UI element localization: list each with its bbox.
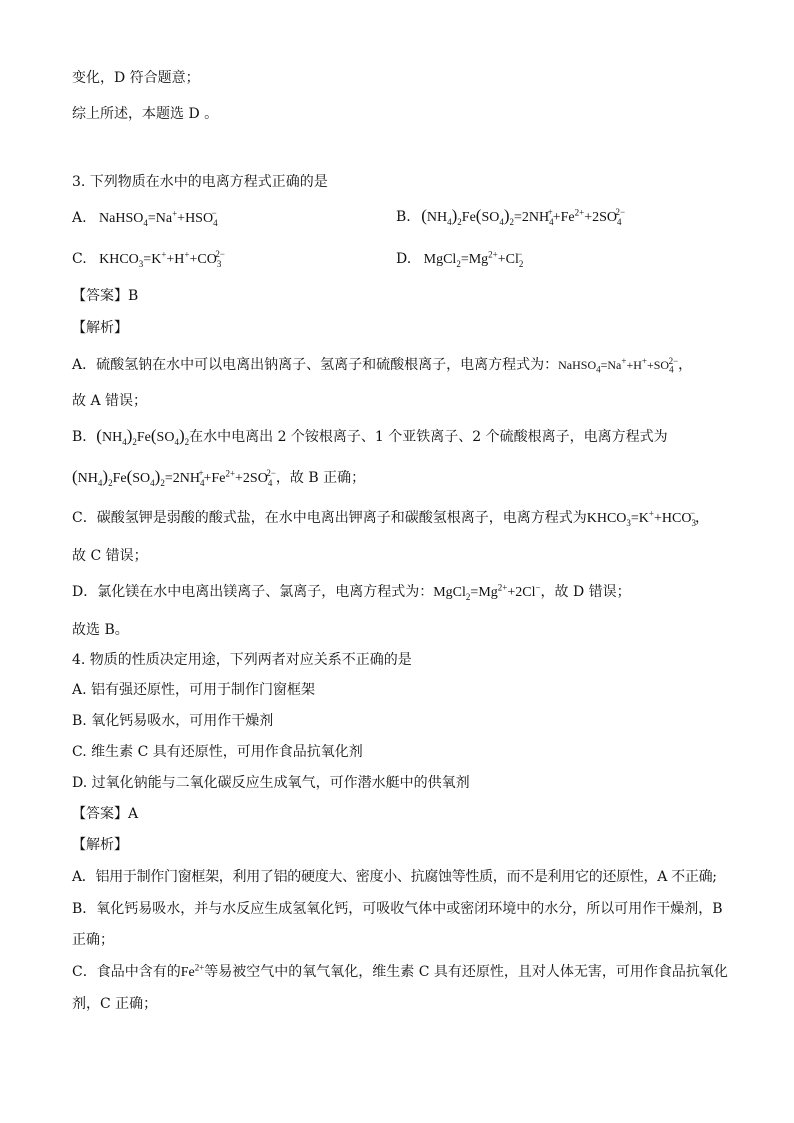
q4-option-a: A. 铝有强还原性，可用于制作门窗框架 bbox=[72, 682, 316, 698]
q3-explanation-c-line2: 故 C 错误； bbox=[72, 548, 148, 564]
q3-exp-a-text: A．硫酸氢钠在水中可以电离出钠离子、氢离子和硫酸根离子，电离方程式为： bbox=[72, 357, 559, 373]
q3-exp-b-tail: ，故 B 正确； bbox=[275, 470, 366, 486]
summary-line: 综上所述，本题选 D 。 bbox=[72, 106, 219, 122]
q3-explanation-d bbox=[72, 582, 631, 603]
q3-option-b-formula: $(NH_4)_2Fe(SO_4)_2=2NH_4^++Fe^{2+}+2SO_4^{2-}$ bbox=[421, 206, 626, 227]
q3-explanation-a-line2: 故 A 错误； bbox=[72, 393, 148, 409]
q3-option-b bbox=[396, 206, 625, 228]
q4-exp-c-ion: $Fe^{2+}$ bbox=[180, 962, 205, 980]
q3-option-d-formula: $MgCl_2=Mg^{2+}+Cl_2^-$ bbox=[423, 249, 524, 269]
q3-exp-b-compound: $(NH_4)_2Fe(SO_4)_2$ bbox=[96, 426, 190, 447]
q3-option-a bbox=[72, 208, 217, 229]
q4-option-d: D. 过氧化钠能与二氧化碳反应生成氧气，可作潜水艇中的供氧剂 bbox=[72, 775, 470, 791]
q4-exp-c-prefix: C．食品中含有的 bbox=[72, 964, 181, 980]
q3-exp-c-tail: ， bbox=[695, 510, 710, 526]
q3-conclusion: 故选 B。 bbox=[72, 622, 129, 638]
q4-explanation-c bbox=[72, 962, 728, 983]
q3-exp-b-prefix: B． bbox=[72, 429, 97, 445]
q3-exp-a-formula: $NaHSO_4=Na^++H^++SO_4^{2-}$ bbox=[558, 356, 679, 375]
q4-explanation-a: A．铝用于制作门窗框架，利用了铝的硬度大、密度小、抗腐蚀等性质，而不是利用它的还原性，A 不正确; bbox=[72, 869, 717, 885]
q3-option-a-label: A. bbox=[72, 210, 87, 226]
q4-exp-c-text: 等易被空气中的氧气氧化，维生素 C 具有还原性，且对人体无害，可用作食品抗氧化 bbox=[204, 964, 728, 980]
q3-option-c bbox=[72, 249, 225, 270]
paragraph-continuation: 变化，D 符合题意； bbox=[72, 70, 200, 86]
q4-explanation-b: B．氧化钙易吸水，并与水反应生成氢氧化钙，可吸收气体中或密闭环境中的水分，所以可用作干燥剂，B bbox=[72, 901, 723, 917]
q3-exp-b-text: 在水中电离出 2 个铵根离子、1 个亚铁离子、2 个硫酸根离子，电离方程式为 bbox=[189, 429, 668, 445]
q3-exp-d-tail: ，故 D 错误； bbox=[540, 584, 631, 600]
q3-exp-b-formula: $(NH_4)_2Fe(SO_4)_2=2NH_4^++Fe^{2+}+2SO_4^{2-}$ bbox=[72, 467, 276, 488]
q3-explanation-c bbox=[72, 508, 709, 529]
q3-option-c-label: C. bbox=[72, 251, 87, 267]
q4-answer: 【答案】A bbox=[72, 806, 139, 822]
q4-explanation-c-line2: 剂，C 正确； bbox=[72, 996, 158, 1012]
q3-explanation-b bbox=[72, 426, 668, 448]
q3-explanation-a bbox=[72, 355, 692, 375]
q3-explanation-b-line2 bbox=[72, 467, 365, 489]
q3-analysis-title: 【解析】 bbox=[72, 320, 128, 336]
q3-option-d-label: D. bbox=[396, 251, 412, 267]
q3-option-c-formula: $KHCO_3=K^++H^++CO_3^{2-}$ bbox=[99, 249, 225, 269]
q4-option-c: C. 维生素 C 具有还原性，可用作食品抗氧化剂 bbox=[72, 744, 363, 760]
q3-answer: 【答案】B bbox=[72, 288, 139, 304]
q4-explanation-b-line2: 正确； bbox=[72, 932, 114, 948]
q3-option-d bbox=[396, 249, 522, 270]
q3-exp-d-text: D．氯化镁在水中电离出镁离子、氯离子，电离方程式为： bbox=[72, 584, 434, 600]
q3-option-b-label: B. bbox=[396, 209, 411, 225]
q3-option-a-formula: $NaHSO_4=Na^++HSO_4^-$ bbox=[99, 208, 218, 228]
q4-stem: 4. 物质的性质决定用途，下列两者对应关系不正确的是 bbox=[72, 652, 412, 668]
q4-analysis-title: 【解析】 bbox=[72, 837, 128, 853]
q3-exp-c-formula: $KHCO_3=K^++HCO_3^-$ bbox=[586, 508, 696, 528]
q4-option-b: B. 氧化钙易吸水，可用作干燥剂 bbox=[72, 713, 274, 729]
q3-exp-c-text: C．碳酸氢钾是弱酸的酸式盐，在水中电离出钾离子和碳酸氢根离子，电离方程式为 bbox=[72, 510, 587, 526]
q3-exp-a-tail: ， bbox=[678, 357, 693, 373]
q3-exp-d-formula: $MgCl_2=Mg^{2+}+2Cl^-$ bbox=[433, 582, 541, 602]
q3-stem: 3. 下列物质在水中的电离方程式正确的是 bbox=[72, 174, 328, 190]
